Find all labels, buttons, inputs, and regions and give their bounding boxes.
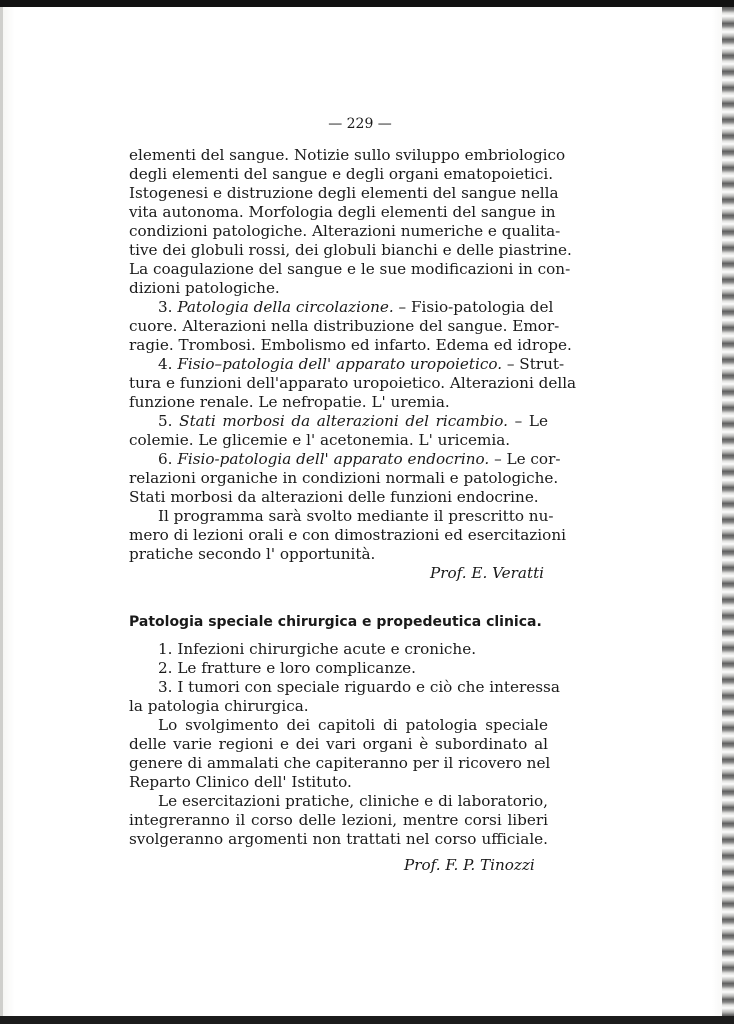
item-number: 4. [158, 355, 173, 373]
section-heading: Patologia speciale chirurgica e propedeutica clinica. [129, 614, 542, 630]
paragraph-line: condizioni patologiche. Alterazioni numeriche e qualita- [129, 222, 561, 240]
item-title: Fisio-patologia dell' apparato endocrino. [177, 450, 490, 468]
paragraph-line: elementi del sangue. Notizie sullo sviluppo embriologico [129, 146, 566, 164]
list-item: 2. Le fratture e loro complicanze. [158, 659, 416, 677]
signature-veratti: Prof. E. Veratti [430, 564, 545, 582]
scan-left-edge [0, 7, 3, 1016]
list-item [158, 449, 561, 469]
paragraph-line: tura e funzioni dell'apparato uropoietico. Alterazioni della [129, 374, 577, 392]
paragraph-line: vita autonoma. Morfologia degli elementi del sangue in [129, 203, 556, 221]
paragraph-line: mero di lezioni orali e con dimostrazioni ed esercitazioni [129, 526, 566, 544]
list-item: 3. I tumori con speciale riguardo e ciò che interessa [158, 678, 560, 696]
signature-tinozzi: Prof. F. P. Tinozzi [404, 856, 535, 874]
scan-top-edge [0, 0, 734, 7]
paragraph-line: funzione renale. Le nefropatie. L' uremia. [129, 393, 450, 411]
item-title: Fisio–patologia dell' apparato uropoietico. [177, 355, 503, 373]
item-text: – Le [508, 412, 549, 430]
paragraph-line: tive dei globuli rossi, dei globuli bianchi e delle piastrine. [129, 241, 572, 259]
paragraph-line: genere di ammalati che capiteranno per il ricovero nel [129, 754, 551, 772]
paragraph-line: Le esercitazioni pratiche, cliniche e di laboratorio, [158, 792, 548, 810]
paragraph-line: degli elementi del sangue e degli organi ematopoietici. [129, 165, 554, 183]
paragraph-line: Lo svolgimento dei capitoli di patologia speciale [158, 716, 548, 734]
item-text: – Fisio-patologia del [393, 298, 554, 316]
scan-right-edge [722, 7, 734, 1016]
paragraph-line: delle varie regioni e dei vari organi è subordinato al [129, 735, 548, 753]
paragraph-line: integreranno il corso delle lezioni, mentre corsi liberi [129, 811, 548, 829]
paragraph-line: svolgeranno argomenti non trattati nel corso ufficiale. [129, 830, 548, 848]
paragraph-line: ragie. Trombosi. Embolismo ed infarto. Edema ed idrope. [129, 336, 572, 354]
scan-bottom-edge [0, 1016, 734, 1024]
paragraph-line: colemie. Le glicemie e l' acetonemia. L' uricemia. [129, 431, 511, 449]
paragraph-line: Reparto Clinico dell' Istituto. [129, 773, 352, 791]
item-number: 5. [158, 412, 173, 430]
paragraph-line: la patologia chirurgica. [129, 697, 309, 715]
list-item: 1. Infezioni chirurgiche acute e croniche. [158, 640, 477, 658]
paragraph-line: pratiche secondo l' opportunità. [129, 545, 376, 563]
item-title: Patologia della circolazione. [177, 298, 394, 316]
paragraph-line: Istogenesi e distruzione degli elementi del sangue nella [129, 184, 559, 202]
item-text: – Le cor- [489, 450, 561, 468]
item-title: Stati morbosi da alterazioni del ricambio. [179, 412, 509, 430]
paragraph-line: relazioni organiche in condizioni normali e patologiche. [129, 469, 559, 487]
list-item [158, 354, 565, 374]
list-item [158, 411, 548, 431]
paragraph-line: Il programma sarà svolto mediante il prescritto nu- [158, 507, 554, 525]
item-text: – Strut- [502, 355, 565, 373]
paragraph-line: cuore. Alterazioni nella distribuzione del sangue. Emor- [129, 317, 560, 335]
paragraph-line: dizioni patologiche. [129, 279, 280, 297]
paragraph-line: Stati morbosi da alterazioni delle funzioni endocrine. [129, 488, 539, 506]
page-number: — 229 — [328, 116, 392, 132]
item-number: 6. [158, 450, 173, 468]
paragraph-line: La coagulazione del sangue e le sue modificazioni in con- [129, 260, 571, 278]
item-number: 3. [158, 298, 173, 316]
list-item [158, 297, 554, 317]
